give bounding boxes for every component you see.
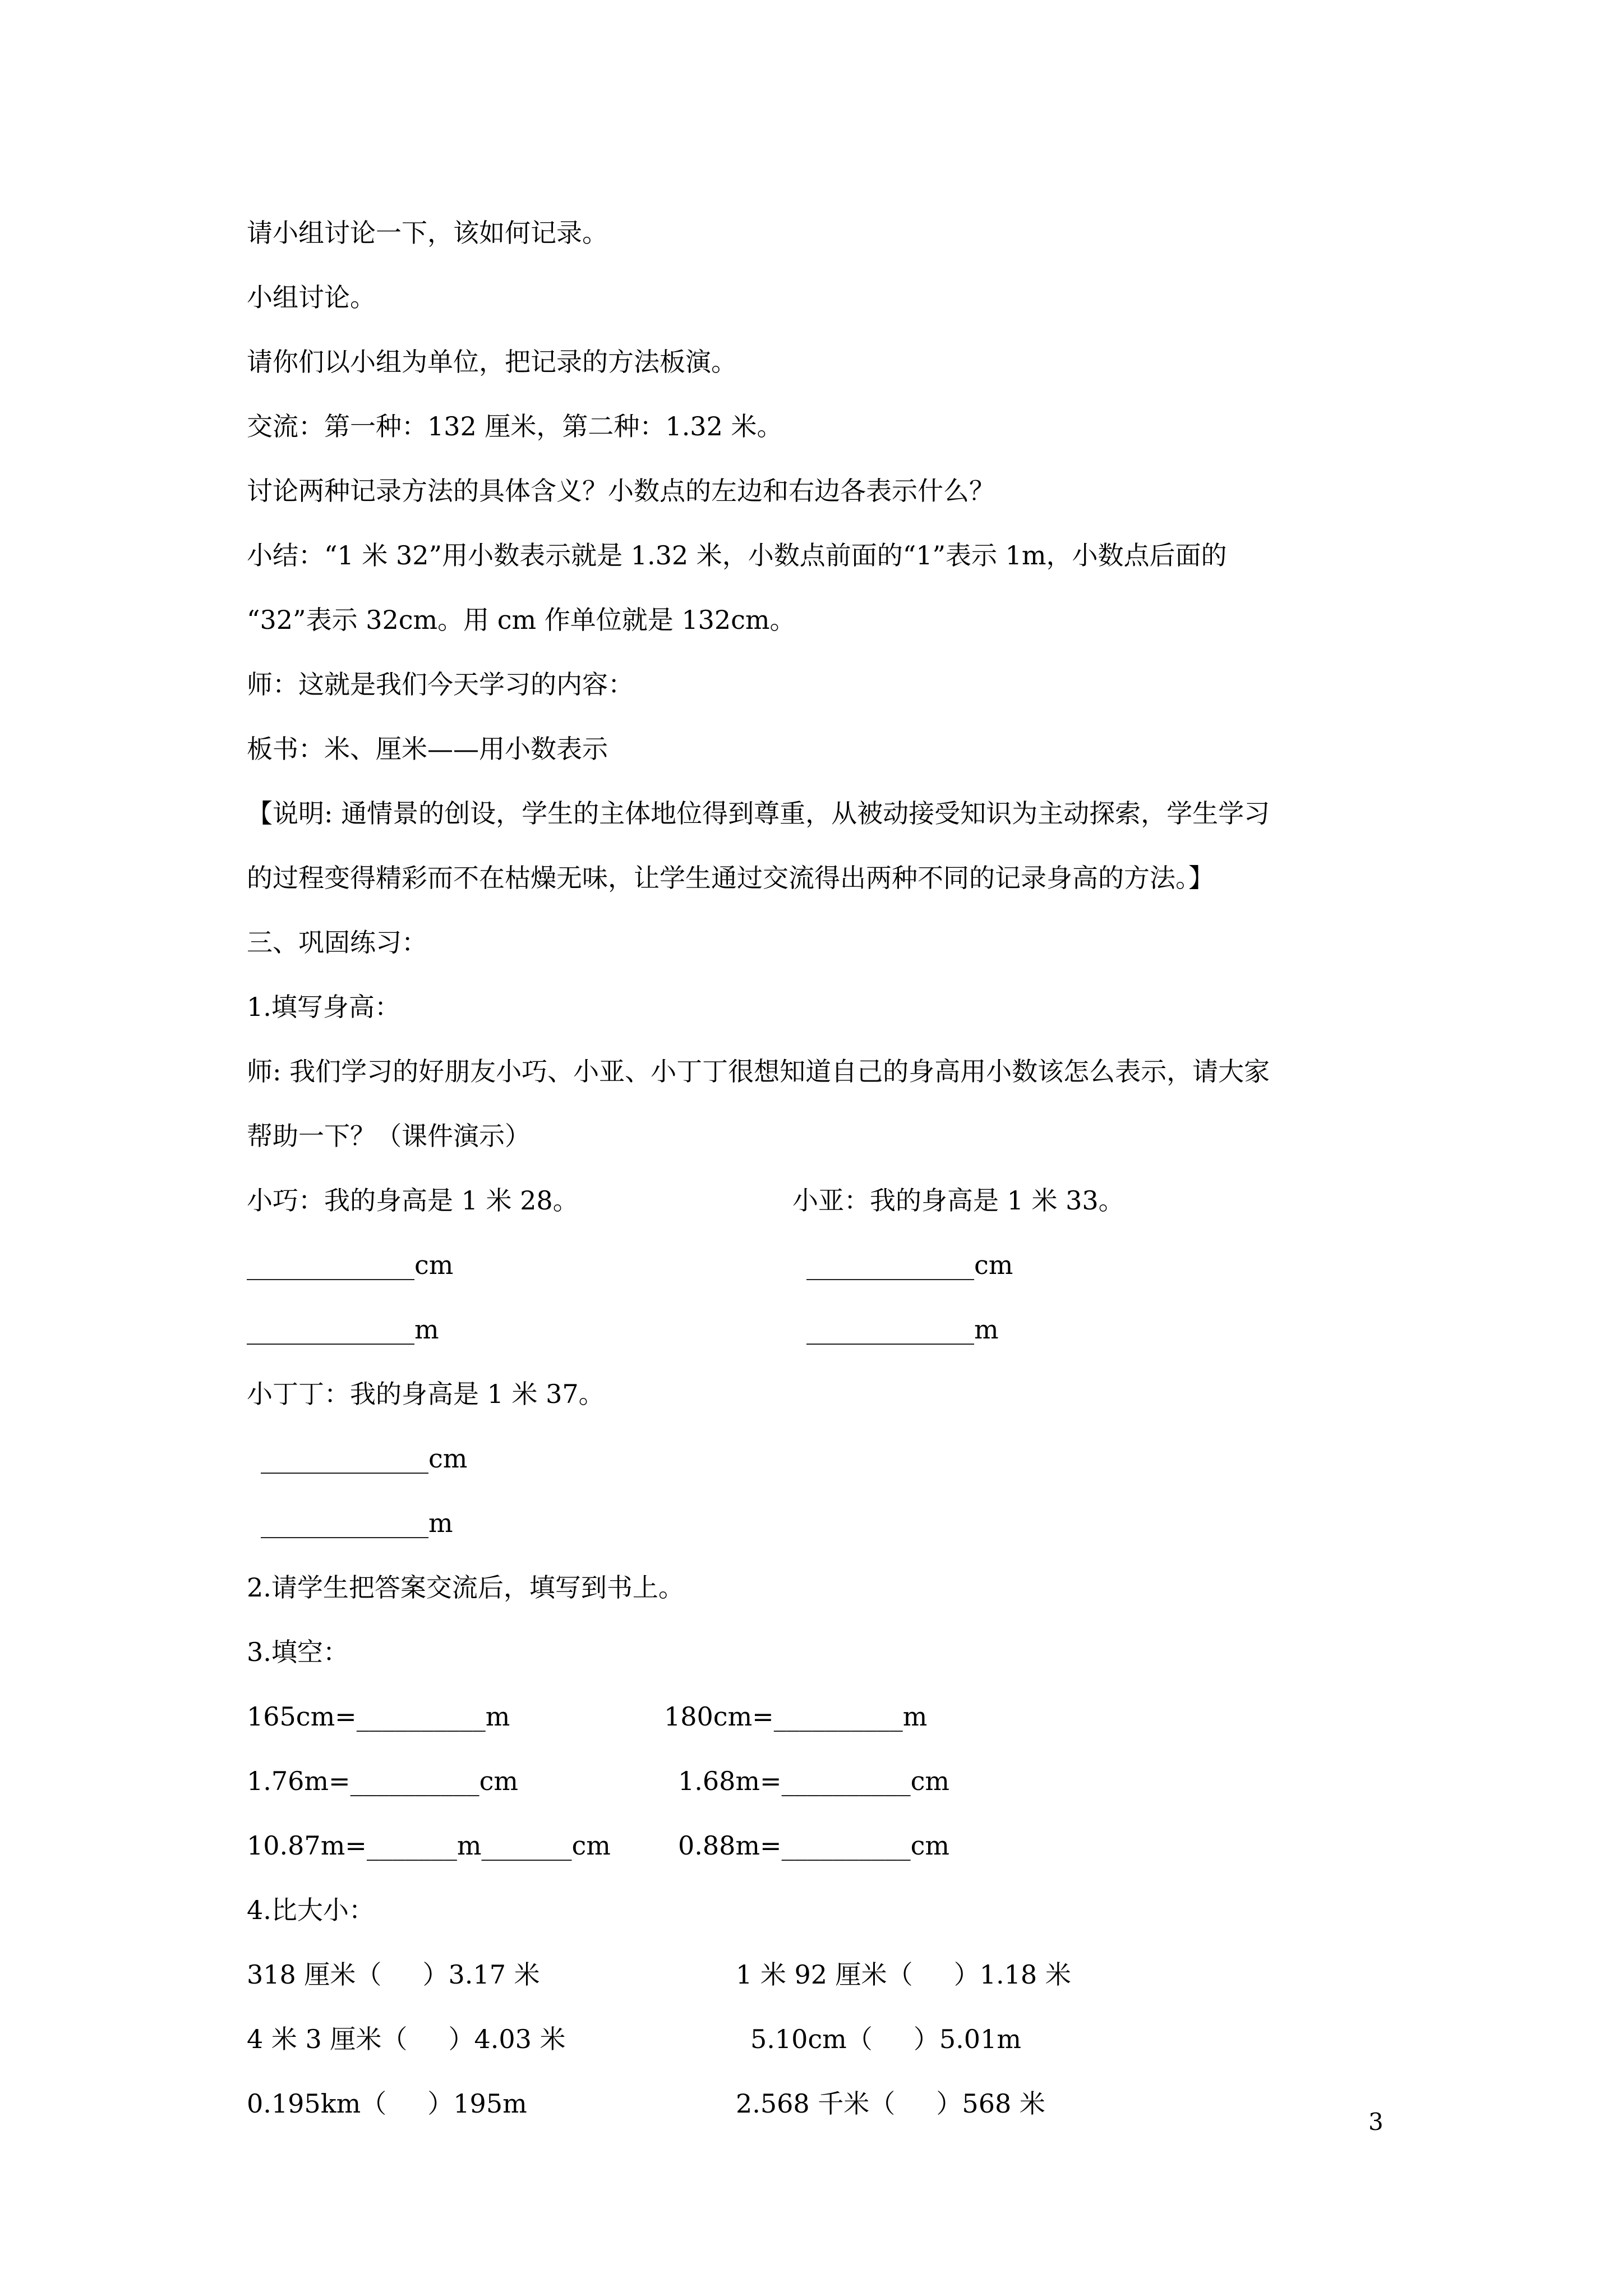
answer-blank-cm: _____________cm [247,1250,454,1280]
compare-item: 0.195km（ ）195m [247,2088,527,2119]
note-line: 的过程变得精彩而不在枯燥无味，让学生通过交流得出两种不同的记录身高的方法。】 [247,863,1214,893]
text-line: 小结：“1 米 32”用小数表示就是 1.32 米，小数点前面的“1”表示 1m，小数点后面的 [247,540,1227,570]
text-line: 小巧：我的身高是 1 米 28。 [247,1185,579,1216]
text-line: 4.比大小： [247,1895,375,1925]
answer-blank-m: _____________m [806,1314,999,1345]
page-number: 3 [1368,2108,1384,2136]
section-heading: 三、巩固练习： [247,927,427,958]
compare-item: 4 米 3 厘米（ ）4.03 米 [247,2024,566,2054]
text-line: “32”表示 32cm。用 cm 作单位就是 132cm。 [247,605,796,635]
text-line: 交流：第一种：132 厘米，第二种：1.32 米。 [247,411,783,441]
fill-blank-item: 180cm=__________m [664,1701,928,1732]
fill-blank-item: 1.76m=__________cm [247,1766,518,1796]
text-line: 小丁丁：我的身高是 1 米 37。 [247,1379,605,1409]
note-line: 【说明: 通情景的创设，学生的主体地位得到尊重，从被动接受知识为主动探索，学生学习 [247,798,1270,829]
compare-item: 1 米 92 厘米（ ）1.18 米 [736,1959,1071,1990]
compare-item: 2.568 千米（ ）568 米 [736,2088,1045,2119]
answer-blank-cm: _____________cm [261,1443,468,1474]
text-line: 师: 我们学习的好朋友小巧、小亚、小丁丁很想知道自己的身高用小数该怎么表示，请大家 [247,1056,1270,1087]
text-line: 讨论两种记录方法的具体含义？小数点的左边和右边各表示什么？ [247,476,995,506]
text-line: 3.填空： [247,1637,349,1667]
compare-item: 318 厘米（ ）3.17 米 [247,1959,540,1990]
answer-blank-m: _____________m [261,1508,453,1538]
fill-blank-item: 165cm=__________m [247,1701,510,1732]
fill-blank-item: 0.88m=__________cm [678,1830,949,1861]
text-line: 请你们以小组为单位，把记录的方法板演。 [247,347,737,377]
text-line: 帮助一下？（课件演示） [247,1121,531,1151]
compare-item: 5.10cm（ ）5.01m [750,2024,1021,2054]
text-line: 小亚：我的身高是 1 米 33。 [792,1185,1124,1216]
text-line: 2.请学生把答案交流后，填写到书上。 [247,1572,684,1603]
fill-blank-item: 1.68m=__________cm [678,1766,949,1796]
text-line: 请小组讨论一下，该如何记录。 [247,218,608,248]
answer-blank-cm: _____________cm [806,1250,1013,1280]
text-line: 板书：米、厘米——用小数表示 [247,734,608,764]
answer-blank-m: _____________m [247,1314,439,1345]
text-line: 师：这就是我们今天学习的内容： [247,669,634,700]
text-line: 小组讨论。 [247,282,376,312]
text-line: 1.填写身高： [247,992,400,1022]
fill-blank-item: 10.87m=_______m_______cm [247,1830,611,1861]
